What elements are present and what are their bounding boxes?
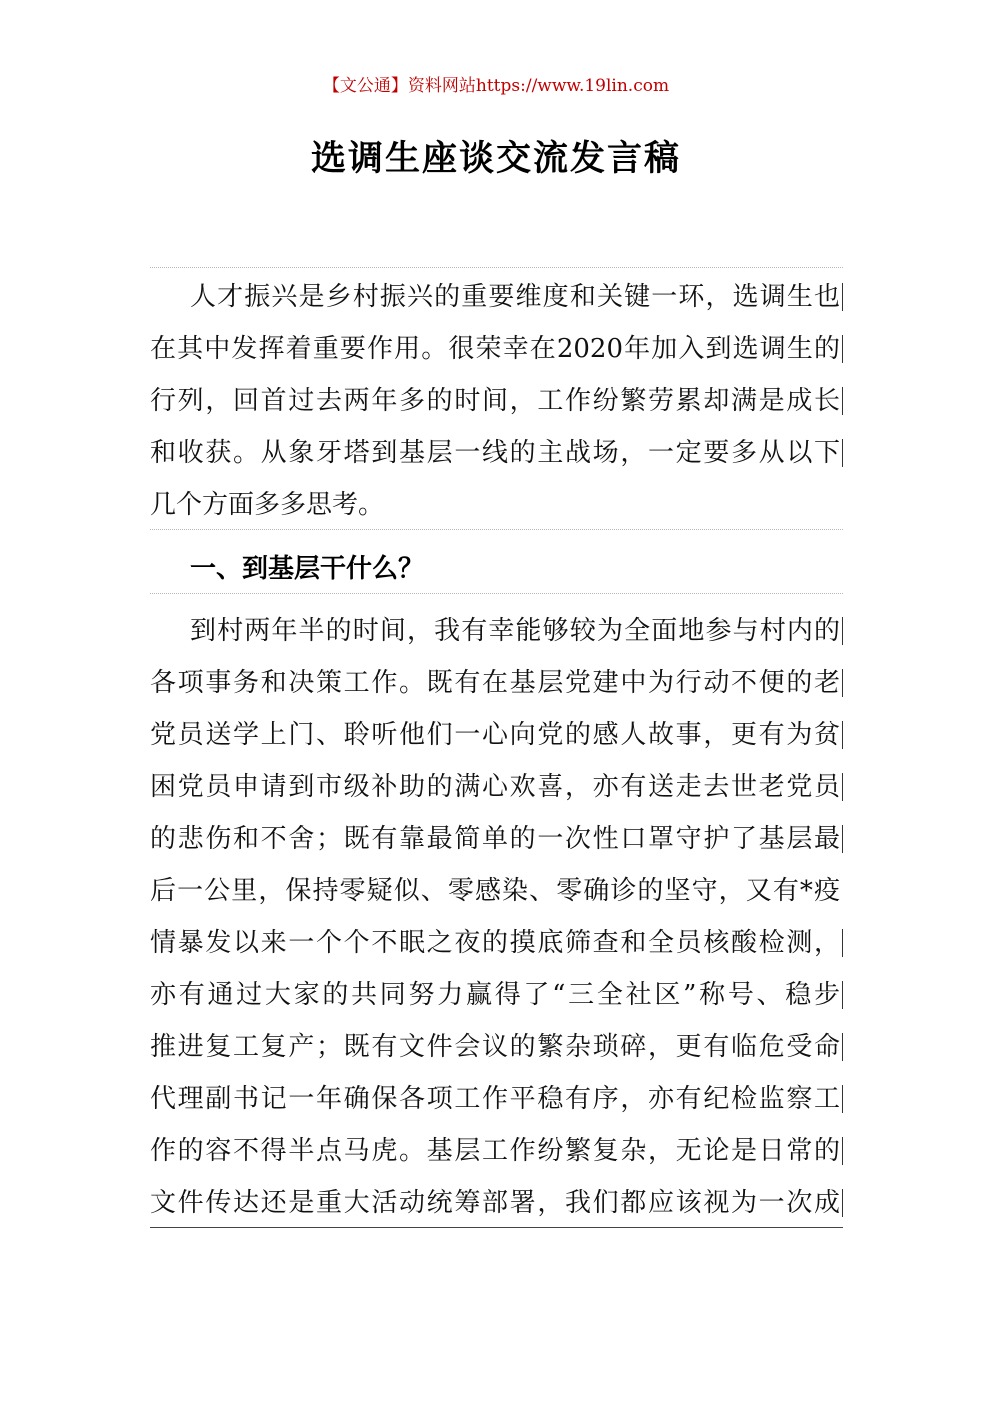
- text-margin-bar: [842, 1085, 843, 1113]
- paragraph-section1: [150, 605, 843, 1229]
- paragraph-line: 作的容不得半点马虎。基层工作纷繁复杂，无论是日常的: [150, 1136, 840, 1166]
- text-margin-bar: [842, 335, 843, 363]
- text-margin-bar: [842, 439, 843, 467]
- document-title: 选调生座谈交流发言稿: [310, 138, 681, 179]
- text-margin-bar: [842, 721, 843, 749]
- paragraph-divider: [150, 593, 843, 594]
- paragraph-line: 人才振兴是乡村振兴的重要维度和关键一环，选调生也: [190, 282, 840, 312]
- paragraph-intro: [150, 271, 843, 531]
- paragraph-divider: [150, 529, 843, 530]
- paragraph-line: 代理副书记一年确保各项工作平稳有序，亦有纪检监察工: [150, 1084, 840, 1114]
- paragraph-line: 行列，回首过去两年多的时间，工作纷繁劳累却满是成长: [150, 386, 840, 416]
- paragraph-line: 后一公里，保持零疑似、零感染、零确诊的坚守，又有*疫: [150, 876, 840, 906]
- paragraph-line: 和收获。从象牙塔到基层一线的主战场，一定要多从以下: [150, 438, 840, 468]
- paragraph-line: 的悲伤和不舍；既有靠最简单的一次性口罩守护了基层最: [150, 824, 840, 854]
- text-margin-bar: [842, 773, 843, 801]
- text-margin-bar: [842, 1033, 843, 1061]
- paragraph-line: 文件传达还是重大活动统筹部署，我们都应该视为一次成: [150, 1188, 840, 1218]
- text-margin-bar: [842, 929, 843, 957]
- paragraph-top-rule: [150, 267, 843, 268]
- paragraph-line: 党员送学上门、聆听他们一心向党的感人故事，更有为贫: [150, 720, 840, 750]
- text-margin-bar: [842, 617, 843, 645]
- page-bottom-rule: [150, 1227, 843, 1228]
- paragraph-line: 情暴发以来一个个不眠之夜的摸底筛查和全员核酸检测，: [150, 928, 840, 958]
- paragraph-line: 在其中发挥着重要作用。很荣幸在2020年加入到选调生的: [150, 334, 840, 364]
- paragraph-line: 各项事务和决策工作。既有在基层党建中为行动不便的老: [150, 668, 840, 698]
- text-margin-bar: [842, 981, 843, 1009]
- text-margin-bar: [842, 283, 843, 311]
- paragraph-line: 到村两年半的时间，我有幸能够较为全面地参与村内的: [190, 616, 840, 646]
- paragraph-line: 困党员申请到市级补助的满心欢喜，亦有送走去世老党员: [150, 772, 840, 802]
- paragraph-line: 几个方面多多思考。: [150, 490, 385, 520]
- text-margin-bar: [842, 825, 843, 853]
- text-margin-bar: [842, 1189, 843, 1217]
- website-watermark: 【文公通】资料网站https://www.19lin.com: [322, 76, 670, 96]
- text-margin-bar: [842, 387, 843, 415]
- text-margin-bar: [842, 669, 843, 697]
- paragraph-line: 推进复工复产；既有文件会议的繁杂琐碎，更有临危受命: [150, 1032, 840, 1062]
- section-heading: 一、到基层干什么？: [190, 554, 425, 584]
- paragraph-line: 亦有通过大家的共同努力赢得了“三全社区”称号、稳步: [150, 980, 840, 1010]
- text-margin-bar: [842, 1137, 843, 1165]
